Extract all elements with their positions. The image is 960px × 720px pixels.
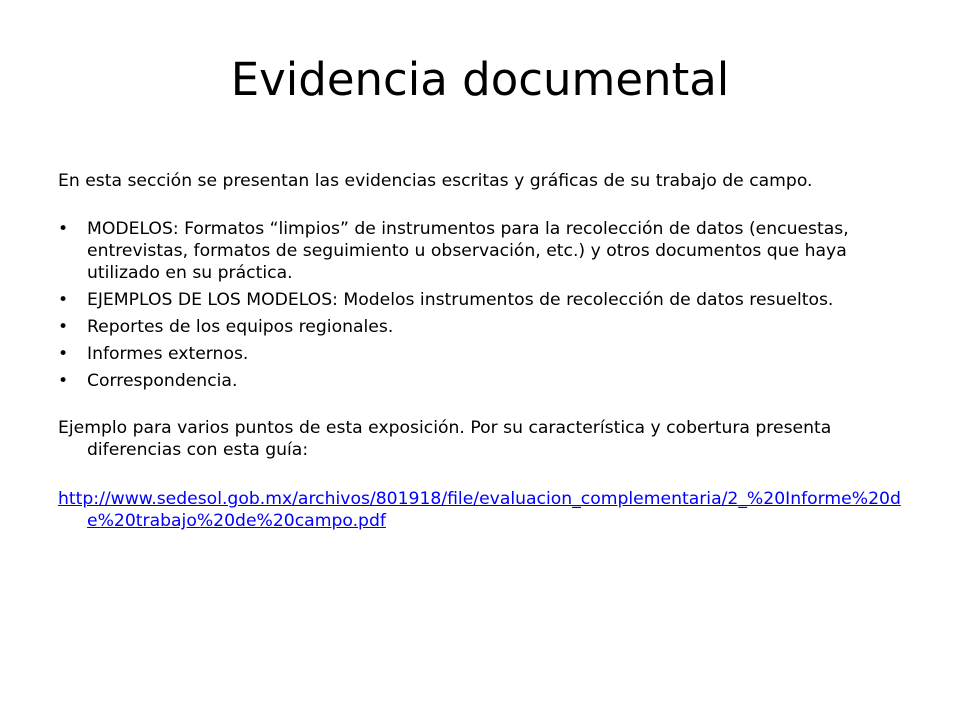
document-link[interactable]: http://www.sedesol.gob.mx/archivos/801918/file/evaluacion_complementaria/2_%20Informe%20de%20trabajo%20de%20campo.pdf <box>58 489 901 532</box>
bullet-marker: • <box>58 317 69 338</box>
bullet-item-modelos <box>58 218 914 284</box>
bullet-item-reportes <box>58 316 914 338</box>
bullet-text: Reportes de los equipos regionales. <box>87 317 394 338</box>
bullet-item-ejemplos <box>58 289 914 311</box>
intro-paragraph: En esta sección se presentan las evidencias escritas y gráficas de su trabajo de campo. <box>58 171 813 191</box>
bullet-marker: • <box>58 219 69 240</box>
bullet-marker: • <box>58 290 69 311</box>
bullet-list <box>58 218 914 392</box>
bullet-marker: • <box>58 344 69 365</box>
example-paragraph: Ejemplo para varios puntos de esta exposición. Por su característica y cobertura presenta diferencias con esta guía: <box>58 418 832 461</box>
link-paragraph <box>58 488 914 532</box>
bullet-item-informes <box>58 343 914 365</box>
bullet-text: EJEMPLOS DE LOS MODELOS: Modelos instrumentos de recolección de datos resueltos. <box>87 290 834 311</box>
slide-content <box>58 170 914 532</box>
bullet-text: Correspondencia. <box>87 371 238 392</box>
bullet-text: MODELOS: Formatos “limpios” de instrumentos para la recolección de datos (encuestas, entrevistas, formatos de seguimiento u observación, etc.) y otros documentos que haya utilizado en su práctica. <box>87 219 849 284</box>
bullet-text: Informes externos. <box>87 344 249 365</box>
slide-title: Evidencia documental <box>230 53 730 106</box>
bullet-marker: • <box>58 371 69 392</box>
bullet-item-correspondencia <box>58 370 914 392</box>
